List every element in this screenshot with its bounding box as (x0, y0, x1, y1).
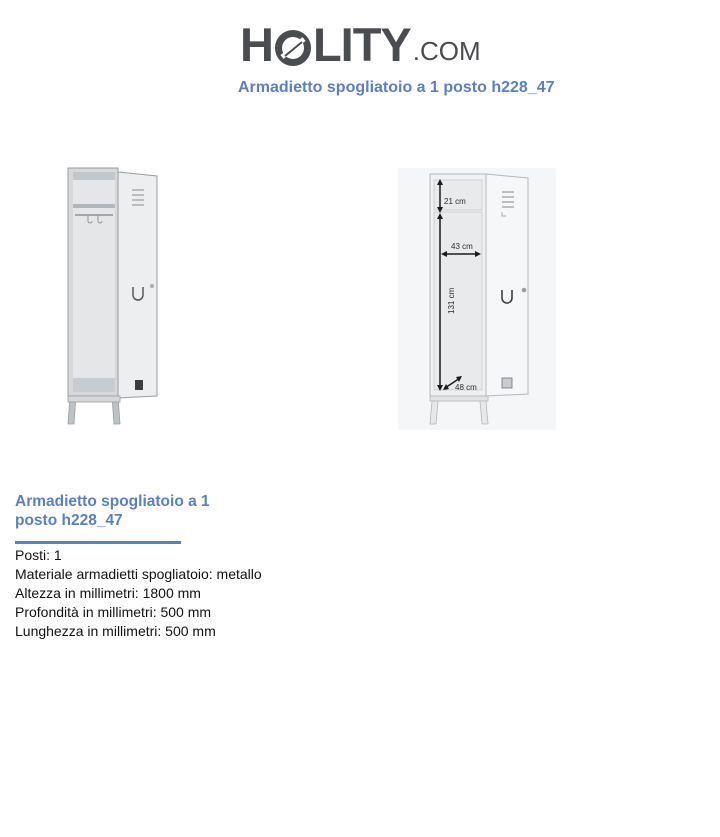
product-title: Armadietto spogliatoio a 1 posto h228_47 (15, 493, 210, 529)
product-specs (15, 546, 262, 641)
spec-seats: Posti: 1 (15, 547, 62, 563)
title-divider (15, 541, 181, 544)
page-subtitle: Armadietto spogliatoio a 1 posto h228_47 (238, 79, 555, 96)
dimension-label-depth: 48 cm (455, 383, 477, 392)
spec-material: Materiale armadietti spogliatoio: metallo (15, 566, 262, 582)
holity-logo[interactable] (240, 10, 500, 71)
spec-length: Lunghezza in millimetri: 500 mm (15, 623, 216, 639)
locker-dimensions-photo (398, 168, 556, 430)
logo-suffix: .COM (412, 36, 481, 66)
spec-height: Altezza in millimetri: 1800 mm (15, 585, 201, 601)
dimension-label-width: 43 cm (451, 242, 473, 251)
dimension-label-top: 21 cm (444, 197, 466, 206)
spec-depth: Profondità in millimetri: 500 mm (15, 604, 212, 620)
dimension-label-height: 131 cm (447, 287, 456, 314)
logo-o-icon (274, 27, 312, 65)
logo-letter-h: H (240, 18, 273, 71)
logo-letters-lity: LITY (312, 18, 411, 71)
logo-wordmark (240, 18, 411, 71)
locker-photo (60, 160, 170, 430)
